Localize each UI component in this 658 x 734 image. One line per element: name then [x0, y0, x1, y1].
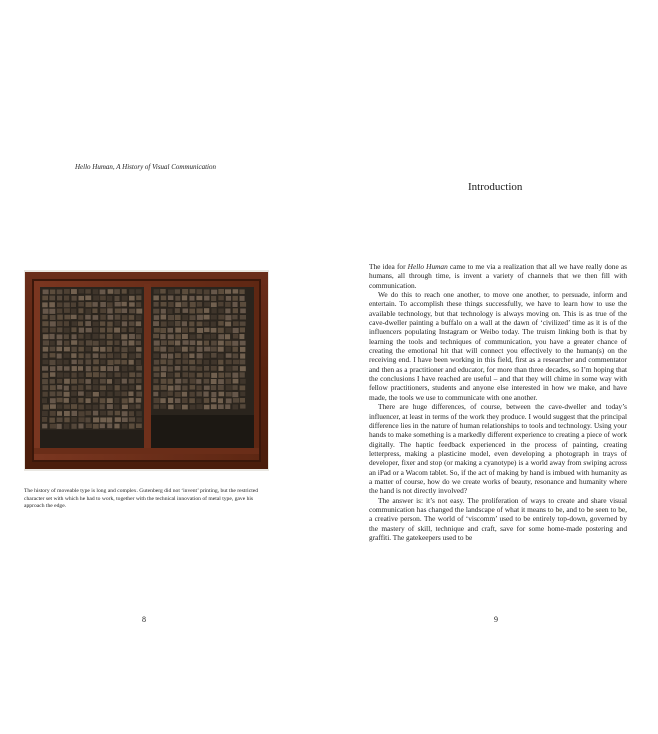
paragraph-4: The answer is: it’s not easy. The proliferation of ways to create and share visual communication has changed the landscape of what it means to be, and to be seen to be, a creative person. The world of ‘viscomm’ used to be entirely top-down, governed by the mastery of skill, technique and craft, save for some home-made postering and graffiti. The gatekeepers used to be — [369, 495, 627, 542]
body-text — [369, 262, 627, 542]
type-case-photo — [24, 270, 269, 471]
paragraph-3: There are huge differences, of course, between the cave-dweller and today’s influencer, at least in terms of the work they produce. I would suggest that the principal difference lies in the nature of human relationships to tools and technology. Using your hands to make something is a markedly different experience to creating a piece of work digitally. The haptic feedback experienced in the process of painting, creating letterpress, making a plasticine model, even developing a photograph in trays of developer, fixer and stop (or making a cyanotype) is a world away from swiping across an iPad or a Wacom tablet. So, if the act of making by hand is imbued with humanity as a matter of course, how do we create works of beauty, resonance and humanity where the hand is not directly involved? — [369, 402, 627, 496]
paragraph-1: The idea for Hello Human came to me via a realization that all we have really done as humans, all through time, is invent a variety of channels that we then fill with communication. — [369, 262, 627, 290]
page-number-right: 9 — [494, 615, 498, 624]
book-title-italic: Hello Human — [407, 262, 448, 271]
chapter-title: Introduction — [468, 181, 523, 193]
image-caption: The history of moveable type is long and complex. Gutenberg did not ‘invent’ printing, but the restricted character set with which he had to work, together with the technical innovation of metal type, gave his approach the edge. — [24, 488, 259, 510]
page-number-left: 8 — [142, 615, 146, 624]
paragraph-2: We do this to reach one another, to move one another, to persuade, inform and entertain. To accomplish these things successfully, we have to learn how to use the available technology, but that technology is always moving on. This is as true of the cave-dweller painting a buffalo on a wall at the dawn of ‘civilized’ time as it is of the influencers populating Instagram or Weibo today. The truism linking both is that by learning the tools and techniques of communication, you have a greater chance of creating the emotional hit that will connect you effectively to the human(s) on the receiving end. I have been working in this field, first as a researcher and commentator and then as a practitioner and educator, for more than three decades, so I’m hoping that the conclusions I have reached are useful – and that they will chime in some way with fellow practitioners, students and anyone else interested in how we make, and have made, the tools we use to communicate with one another. — [369, 290, 627, 402]
running-title: Hello Human, A History of Visual Communication — [75, 163, 216, 171]
